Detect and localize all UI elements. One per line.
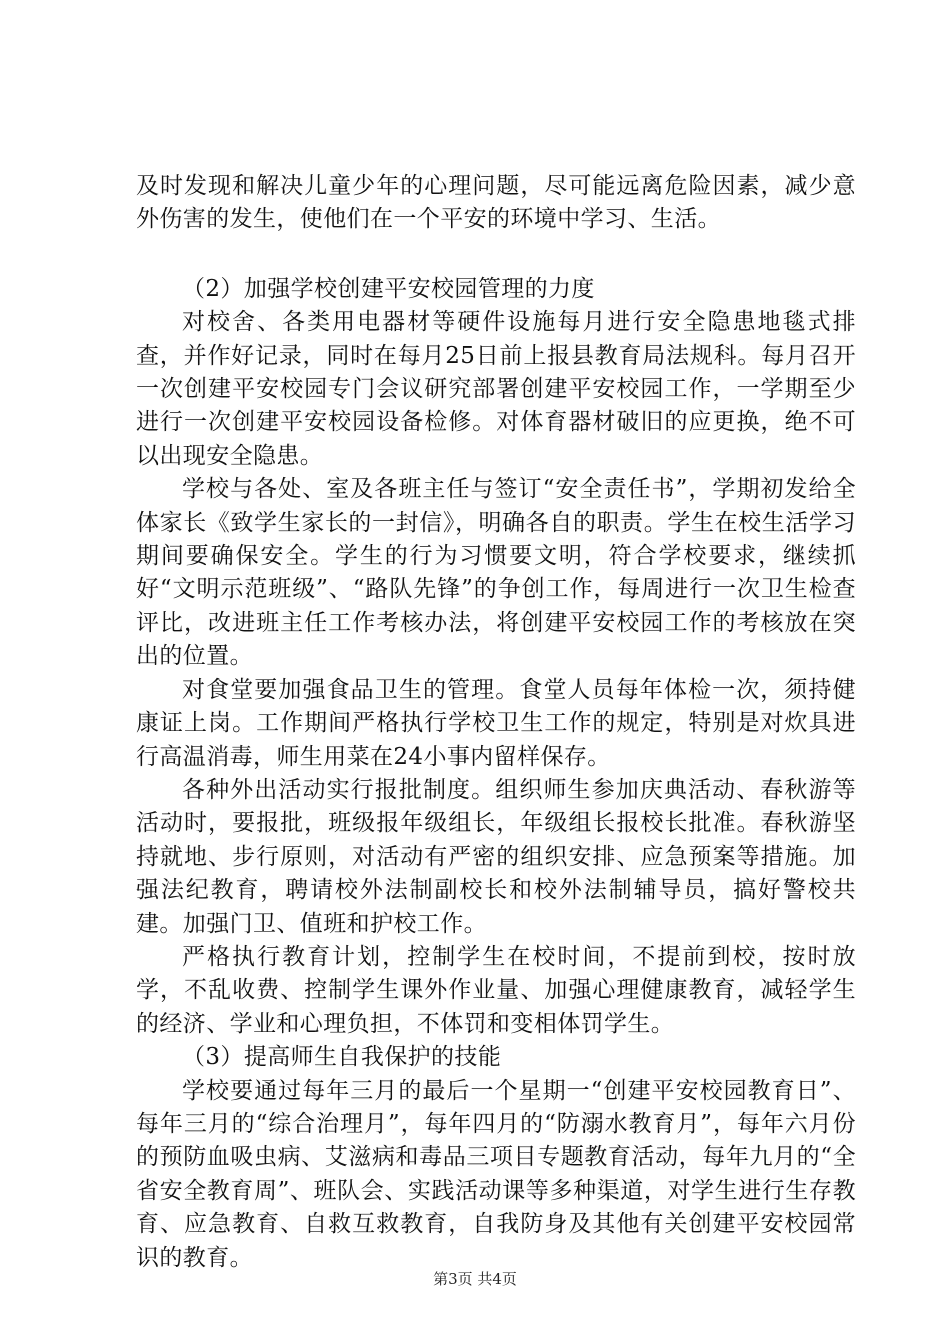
document-body [136,170,856,1275]
page-number-footer: 第3页 共4页 [433,1270,517,1288]
section-heading-3: （3）提高师生自我保护的技能 [182,1044,502,1071]
paragraph-outing-approval: 各种外出活动实行报批制度。组织师生参加庆典活动、春秋游等活动时，要报批，班级报年级组长，年级组长报校长批准。春秋游坚持就地、步行原则，对活动有严密的组织安排、应急预案等措施。加强法纪教育，聘请校外法制副校长和校外法制辅导员，搞好警校共建。加强门卫、值班和护校工作。 [136,776,856,937]
paragraph-self-protection: 学校要通过每年三月的最后一个星期一“创建平安校园教育日”、每年三月的“综合治理月”，每年四月的“防溺水教育月”，每年六月份的预防血吸虫病、艾滋病和毒品三项目专题教育活动，每年九月的“全省安全教育周”、班队会、实践活动课等多种渠道，对学生进行生存教育、应急教育、自救互救教育，自我防身及其他有关创建平安校园常识的教育。 [136,1077,856,1271]
section-heading-2: （2）加强学校创建平安校园管理的力度 [182,275,595,302]
paragraph-education-plan: 严格执行教育计划，控制学生在校时间，不提前到校，按时放学，不乱收费、控制学生课外作业量、加强心理健康教育，减轻学生的经济、学业和心理负担，不体罚和变相体罚学生。 [136,943,856,1037]
paragraph-gap [136,237,856,273]
paragraph-facility-inspection: 对校舍、各类用电器材等硬件设施每月进行安全隐患地毯式排查，并作好记录，同时在每月25日前上报县教育局法规科。每月召开一次创建平安校园专门会议研究部署创建平安校园工作，一学期至少进行一次创建平安校园设备检修。对体育器材破旧的应更换，绝不可以出现安全隐患。 [136,309,856,469]
paragraph-canteen-hygiene: 对食堂要加强食品卫生的管理。食堂人员每年体检一次，须持健康证上岗。工作期间严格执行学校卫生工作的规定，特别是对炊具进行高温消毒，师生用菜在24小事内留样保存。 [136,676,856,770]
paragraph-continuation: 及时发现和解决儿童少年的心理问题，尽可能远离危险因素，减少意外伤害的发生，使他们在一个平安的环境中学习、生活。 [136,173,856,233]
paragraph-safety-responsibility: 学校与各处、室及各班主任与签订“安全责任书”，学期初发给全体家长《致学生家长的一封信》，明确各自的职责。学生在校生活学习期间要确保安全。学生的行为习惯要文明，符合学校要求，继续抓好“文明示范班级”、“路队先锋”的争创工作，每周进行一次卫生检查评比，改进班主任工作考核办法，将创建平安校园工作的考核放在突出的位置。 [136,476,856,670]
